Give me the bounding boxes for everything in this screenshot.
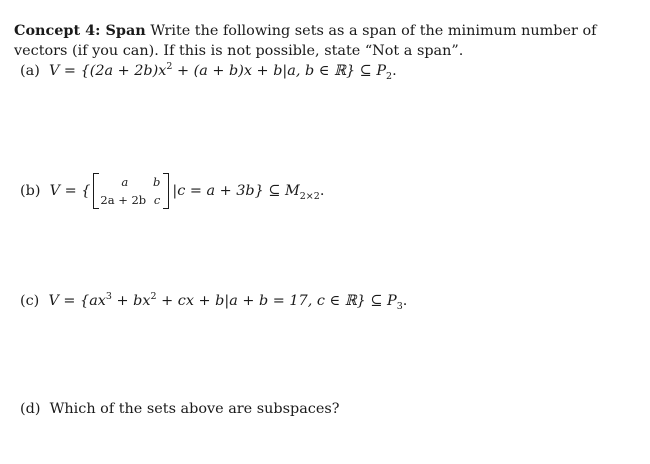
matrix-cell-2-2: c (153, 193, 161, 207)
problem-b-label: (b) (20, 183, 41, 199)
problem-a (20, 61, 397, 81)
problem-c-exponent-1: 3 (105, 291, 112, 303)
problem-b (20, 172, 324, 210)
problem-d (20, 399, 339, 419)
concept-heading: Concept 4: Span (14, 22, 146, 39)
problem-c-space: P (387, 293, 397, 309)
problem-a-space-subscript: 2 (386, 70, 393, 82)
matrix-cell-1-1: a (121, 175, 129, 189)
problem-c-set-middle: + bx (111, 293, 151, 309)
problem-c-label: (c) (20, 293, 40, 309)
problem-a-period: . (392, 63, 397, 79)
problem-c-space-subscript: 3 (396, 300, 403, 312)
problem-b-space: M (285, 183, 300, 199)
problem-b-set-rest: |c = a + 3b} ⊆ (172, 183, 286, 199)
problem-d-label: (d) (20, 401, 41, 417)
problem-a-space: P (376, 63, 387, 79)
problem-c-exponent-2: 2 (150, 291, 157, 303)
problem-c (20, 291, 407, 311)
problem-a-exponent: 2 (166, 61, 173, 73)
problem-a-set-start: V = {(2a + 2b)x (48, 63, 167, 79)
problem-c-period: . (402, 293, 408, 309)
problem-c-set-start: V = {ax (48, 293, 106, 309)
matrix-cell-1-2: b (153, 175, 161, 189)
matrix-right-bracket (163, 173, 169, 209)
problem-b-period: . (319, 183, 325, 199)
problem-a-set-rest: + (a + b)x + b|a, b ∈ ℝ} ⊆ (172, 63, 377, 79)
problem-a-label: (a) (20, 63, 40, 79)
matrix-left-bracket (93, 173, 99, 209)
problem-b-space-subscript: 2×2 (299, 190, 320, 202)
problem-b-matrix (93, 172, 169, 210)
problem-b-set-start: V = { (49, 183, 91, 199)
concept-intro (14, 21, 634, 61)
concept-instructions: Write the following sets as a span of the minimum number of vectors (if you can). If this is not possible, state “Not a span”. (14, 23, 597, 59)
problem-d-question: Which of the sets above are subspaces? (49, 401, 340, 417)
matrix-cell-2-1: 2a + 2b (100, 193, 147, 207)
problem-c-set-rest: + cx + b|a + b = 17, c ∈ ℝ} ⊆ (156, 293, 388, 309)
